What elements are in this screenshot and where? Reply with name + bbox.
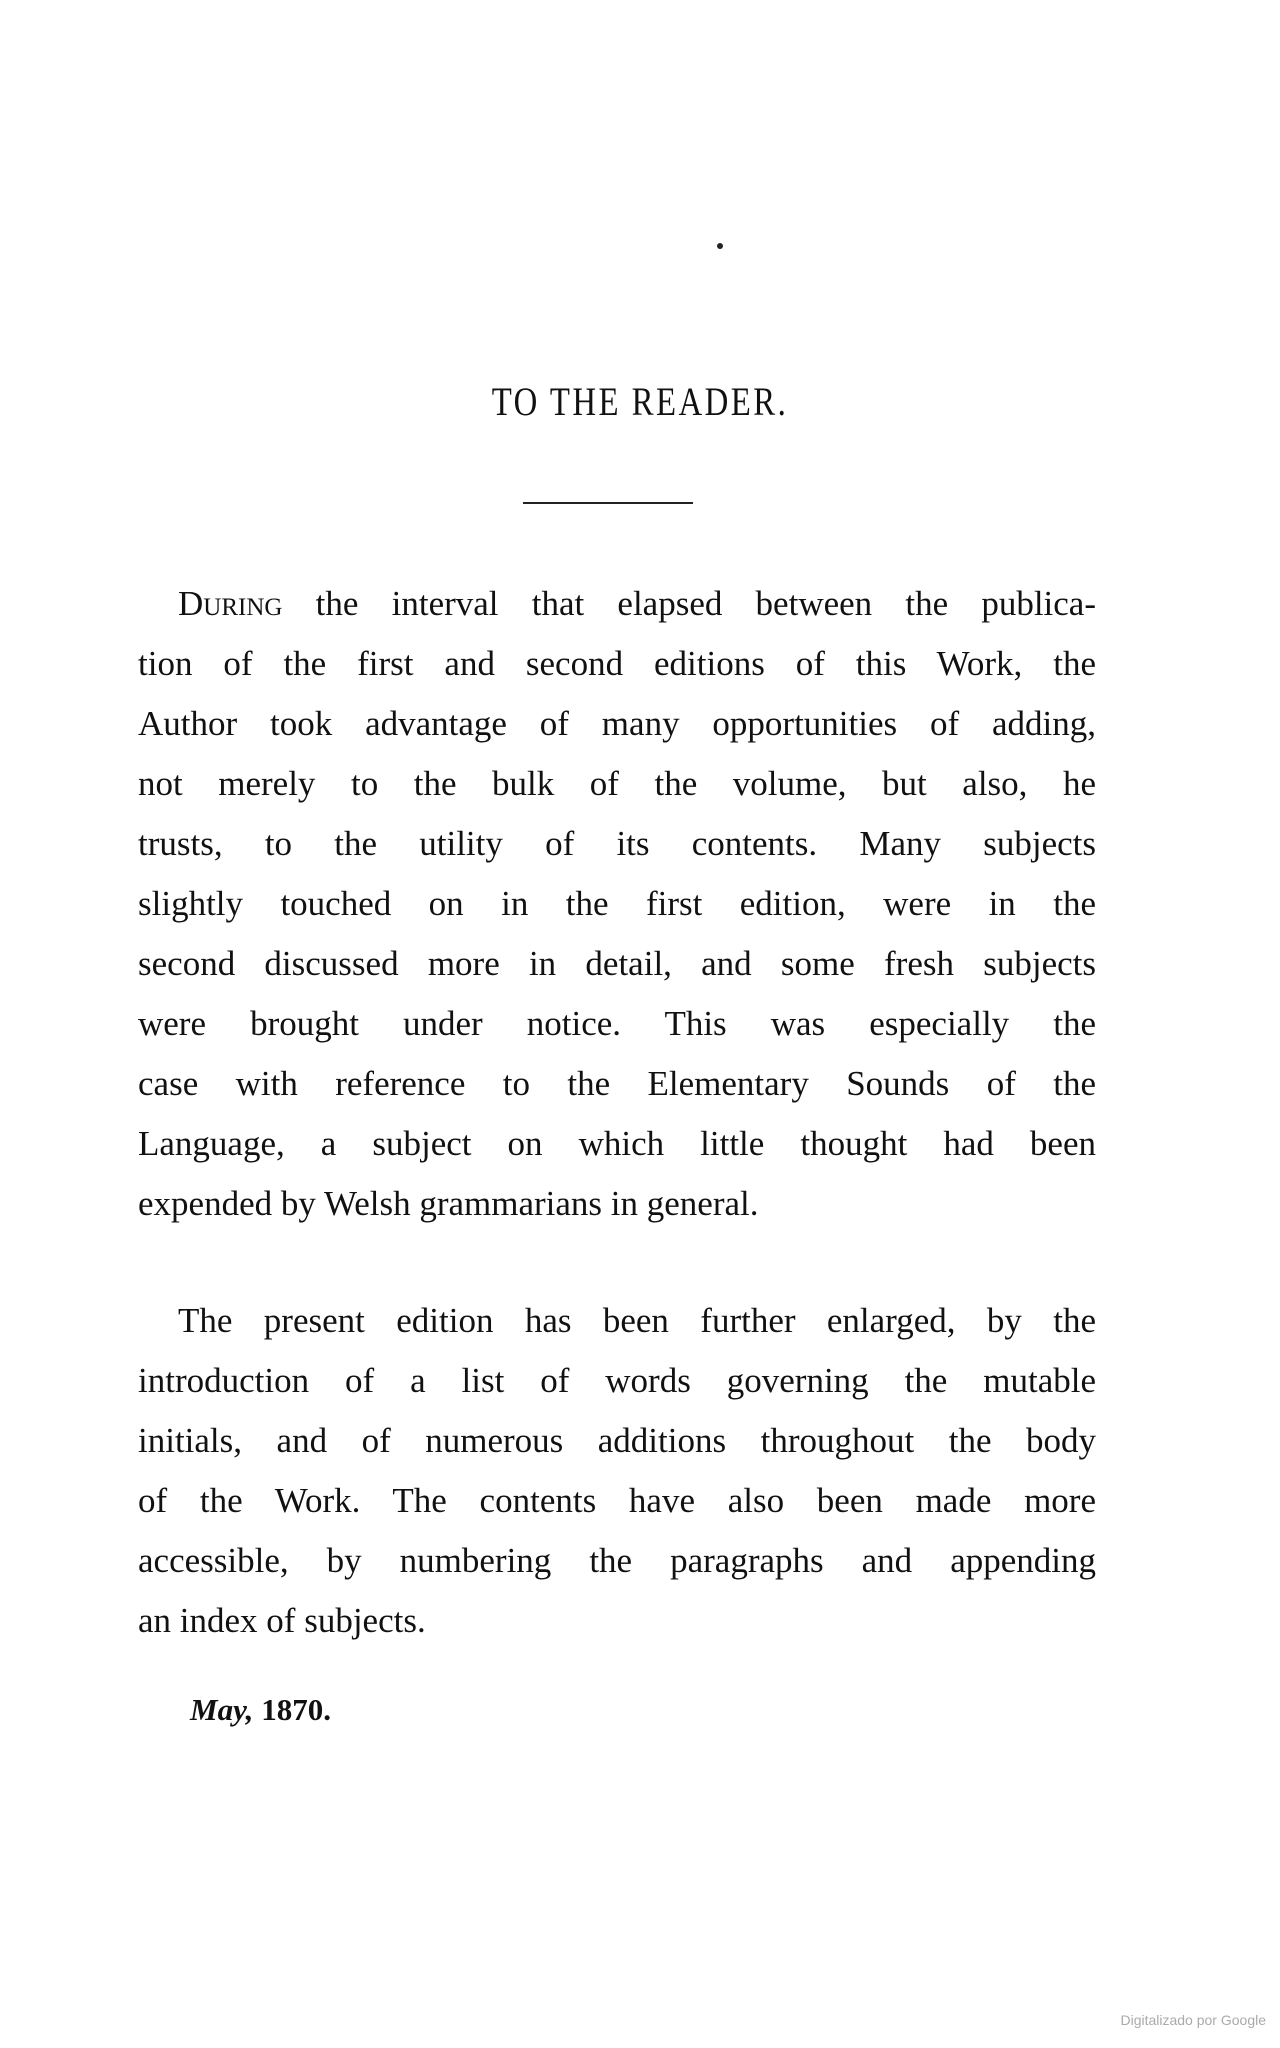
text-line (138, 1054, 1096, 1114)
line-text: Language, a subject on which little thought had been (138, 1124, 1096, 1163)
text-line (138, 1114, 1096, 1174)
text-line (138, 1411, 1096, 1471)
line-text: expended by Welsh grammarians in general. (138, 1184, 759, 1223)
text-line (138, 994, 1096, 1054)
paragraph-2 (138, 1291, 1096, 1651)
page-title: TO THE READER. (491, 379, 789, 424)
line-text: were brought under notice. This was especially the (138, 1004, 1096, 1043)
paragraph-1 (138, 574, 1096, 1234)
line-text: accessible, by numbering the paragraphs and appending (138, 1541, 1096, 1580)
line-text: the interval that elapsed between the publica- (282, 584, 1096, 623)
line-text: case with reference to the Elementary Sounds of the (138, 1064, 1096, 1103)
text-line (138, 1351, 1096, 1411)
date-year: 1870. (253, 1692, 331, 1727)
text-line (138, 574, 1096, 634)
text-line (138, 874, 1096, 934)
text-line (138, 754, 1096, 814)
text-line (138, 1591, 1096, 1651)
text-line (138, 1471, 1096, 1531)
text-line (138, 634, 1096, 694)
text-line (138, 814, 1096, 874)
watermark: Digitalizado por Google (1120, 2012, 1266, 2028)
text-line (138, 1291, 1096, 1351)
line-text: The present edition has been further enlarged, by the (178, 1301, 1096, 1340)
line-text: introduction of a list of words governing the mutable (138, 1361, 1096, 1400)
line-text: Author took advantage of many opportunities of adding, (138, 704, 1096, 743)
text-line (138, 1531, 1096, 1591)
lead-word: During (178, 584, 283, 623)
ink-speck (717, 243, 723, 249)
date-month: May, (190, 1692, 254, 1727)
date-line (190, 1692, 331, 1728)
line-text: initials, and of numerous additions throughout the body (138, 1421, 1096, 1460)
line-text: trusts, to the utility of its contents. Many subjects (138, 824, 1096, 863)
line-text: second discussed more in detail, and some fresh subjects (138, 944, 1096, 983)
title-divider (523, 502, 693, 504)
line-text: of the Work. The contents have also been made more (138, 1481, 1096, 1520)
text-line (138, 694, 1096, 754)
line-text: tion of the first and second editions of this Work, the (138, 644, 1096, 683)
text-line (138, 1174, 1096, 1234)
line-text: an index of subjects. (138, 1601, 426, 1640)
line-text: not merely to the bulk of the volume, but also, he (138, 764, 1096, 803)
text-line (138, 934, 1096, 994)
line-text: slightly touched on in the first edition, were in the (138, 884, 1096, 923)
